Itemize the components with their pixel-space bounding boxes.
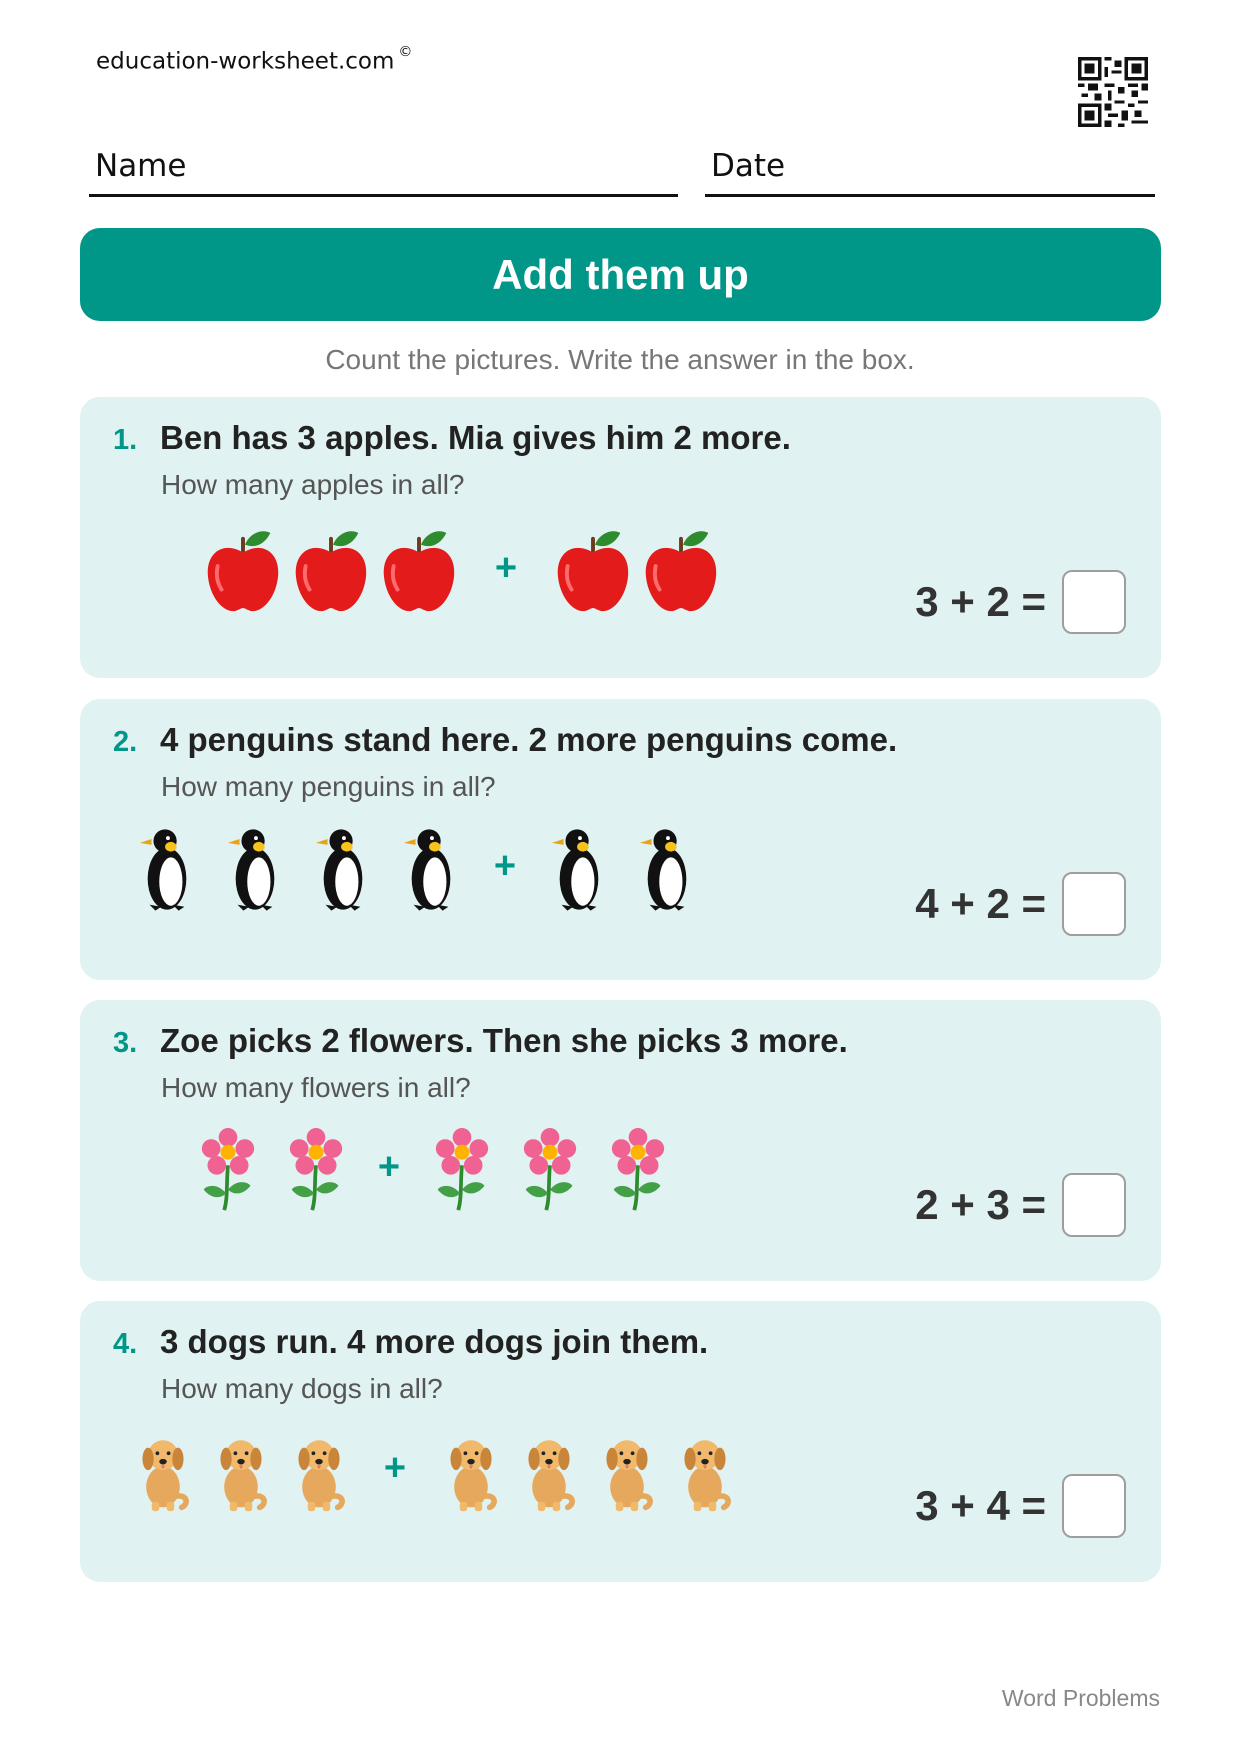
problem-story: 3 dogs run. 4 more dogs join them. [160,1323,709,1360]
instruction: Count the pictures. Write the answer in the box. [325,344,915,375]
problem-number: 3. [113,1027,138,1059]
penguin-icon [638,825,696,918]
picture-row [80,1301,840,1582]
equation [914,1474,1126,1538]
apple-icon [554,527,632,620]
flower-icon [522,1127,578,1218]
apple-icon [292,527,370,620]
copyright-mark: © [398,44,413,60]
problem-question: How many penguins in all? [161,771,496,802]
equation-text: 2 + 3 = [915,1181,1046,1228]
equation-text: 3 + 2 = [915,578,1046,625]
equation-text: 4 + 2 = [915,880,1046,927]
penguin-icon [402,825,460,918]
dog-icon [443,1428,499,1519]
problem-number: 4. [113,1328,138,1360]
page-title: Add them up [492,250,749,298]
dog-icon [599,1428,655,1519]
problem-question: How many apples in all? [161,469,465,500]
problem-card [80,397,1161,678]
problem-card [80,1000,1161,1281]
plus-sign: + [494,547,518,589]
dog-icon [677,1428,733,1519]
penguin-icon [314,825,372,918]
apple-icon [204,527,282,620]
site-name [96,44,413,75]
problem-story: Zoe picks 2 flowers. Then she picks 3 more. [160,1022,848,1059]
name-label: Name [95,148,187,184]
problem-number: 1. [113,424,138,456]
picture-row [80,397,840,678]
dog-icon [521,1428,577,1519]
footer-label: Word Problems [1001,1685,1160,1711]
penguin-icon [138,825,196,918]
title-banner [80,228,1161,321]
plus-sign: + [377,1146,401,1188]
answer-box[interactable] [1062,1173,1126,1237]
flower-icon [610,1127,666,1218]
dog-icon [213,1428,269,1519]
date-label: Date [711,148,786,184]
problem-story: Ben has 3 apples. Mia gives him 2 more. [160,419,791,456]
answer-box[interactable] [1062,570,1126,634]
answer-box[interactable] [1062,872,1126,936]
problem-card [80,1301,1161,1582]
plus-sign: + [383,1447,407,1489]
plus-sign: + [493,845,517,887]
flower-icon [434,1127,490,1218]
equation-text: 3 + 4 = [915,1482,1046,1529]
flower-icon [288,1127,344,1218]
date-field[interactable] [705,140,1155,197]
problem-number: 2. [113,726,138,758]
penguin-icon [226,825,284,918]
picture-row [80,1000,840,1281]
equation [914,1173,1126,1237]
picture-row [80,699,840,980]
equation [914,570,1126,634]
qr-code-icon [1078,57,1148,127]
dog-icon [135,1428,191,1519]
name-field[interactable] [89,140,678,197]
problem-story: 4 penguins stand here. 2 more penguins come. [160,721,898,758]
apple-icon [380,527,458,620]
equation [914,872,1126,936]
problem-question: How many flowers in all? [161,1072,471,1103]
site-url: education-worksheet.com [96,48,395,75]
flower-icon [200,1127,256,1218]
apple-icon [642,527,720,620]
problem-question: How many dogs in all? [161,1373,443,1404]
penguin-icon [550,825,608,918]
problem-card [80,699,1161,980]
answer-box[interactable] [1062,1474,1126,1538]
dog-icon [291,1428,347,1519]
